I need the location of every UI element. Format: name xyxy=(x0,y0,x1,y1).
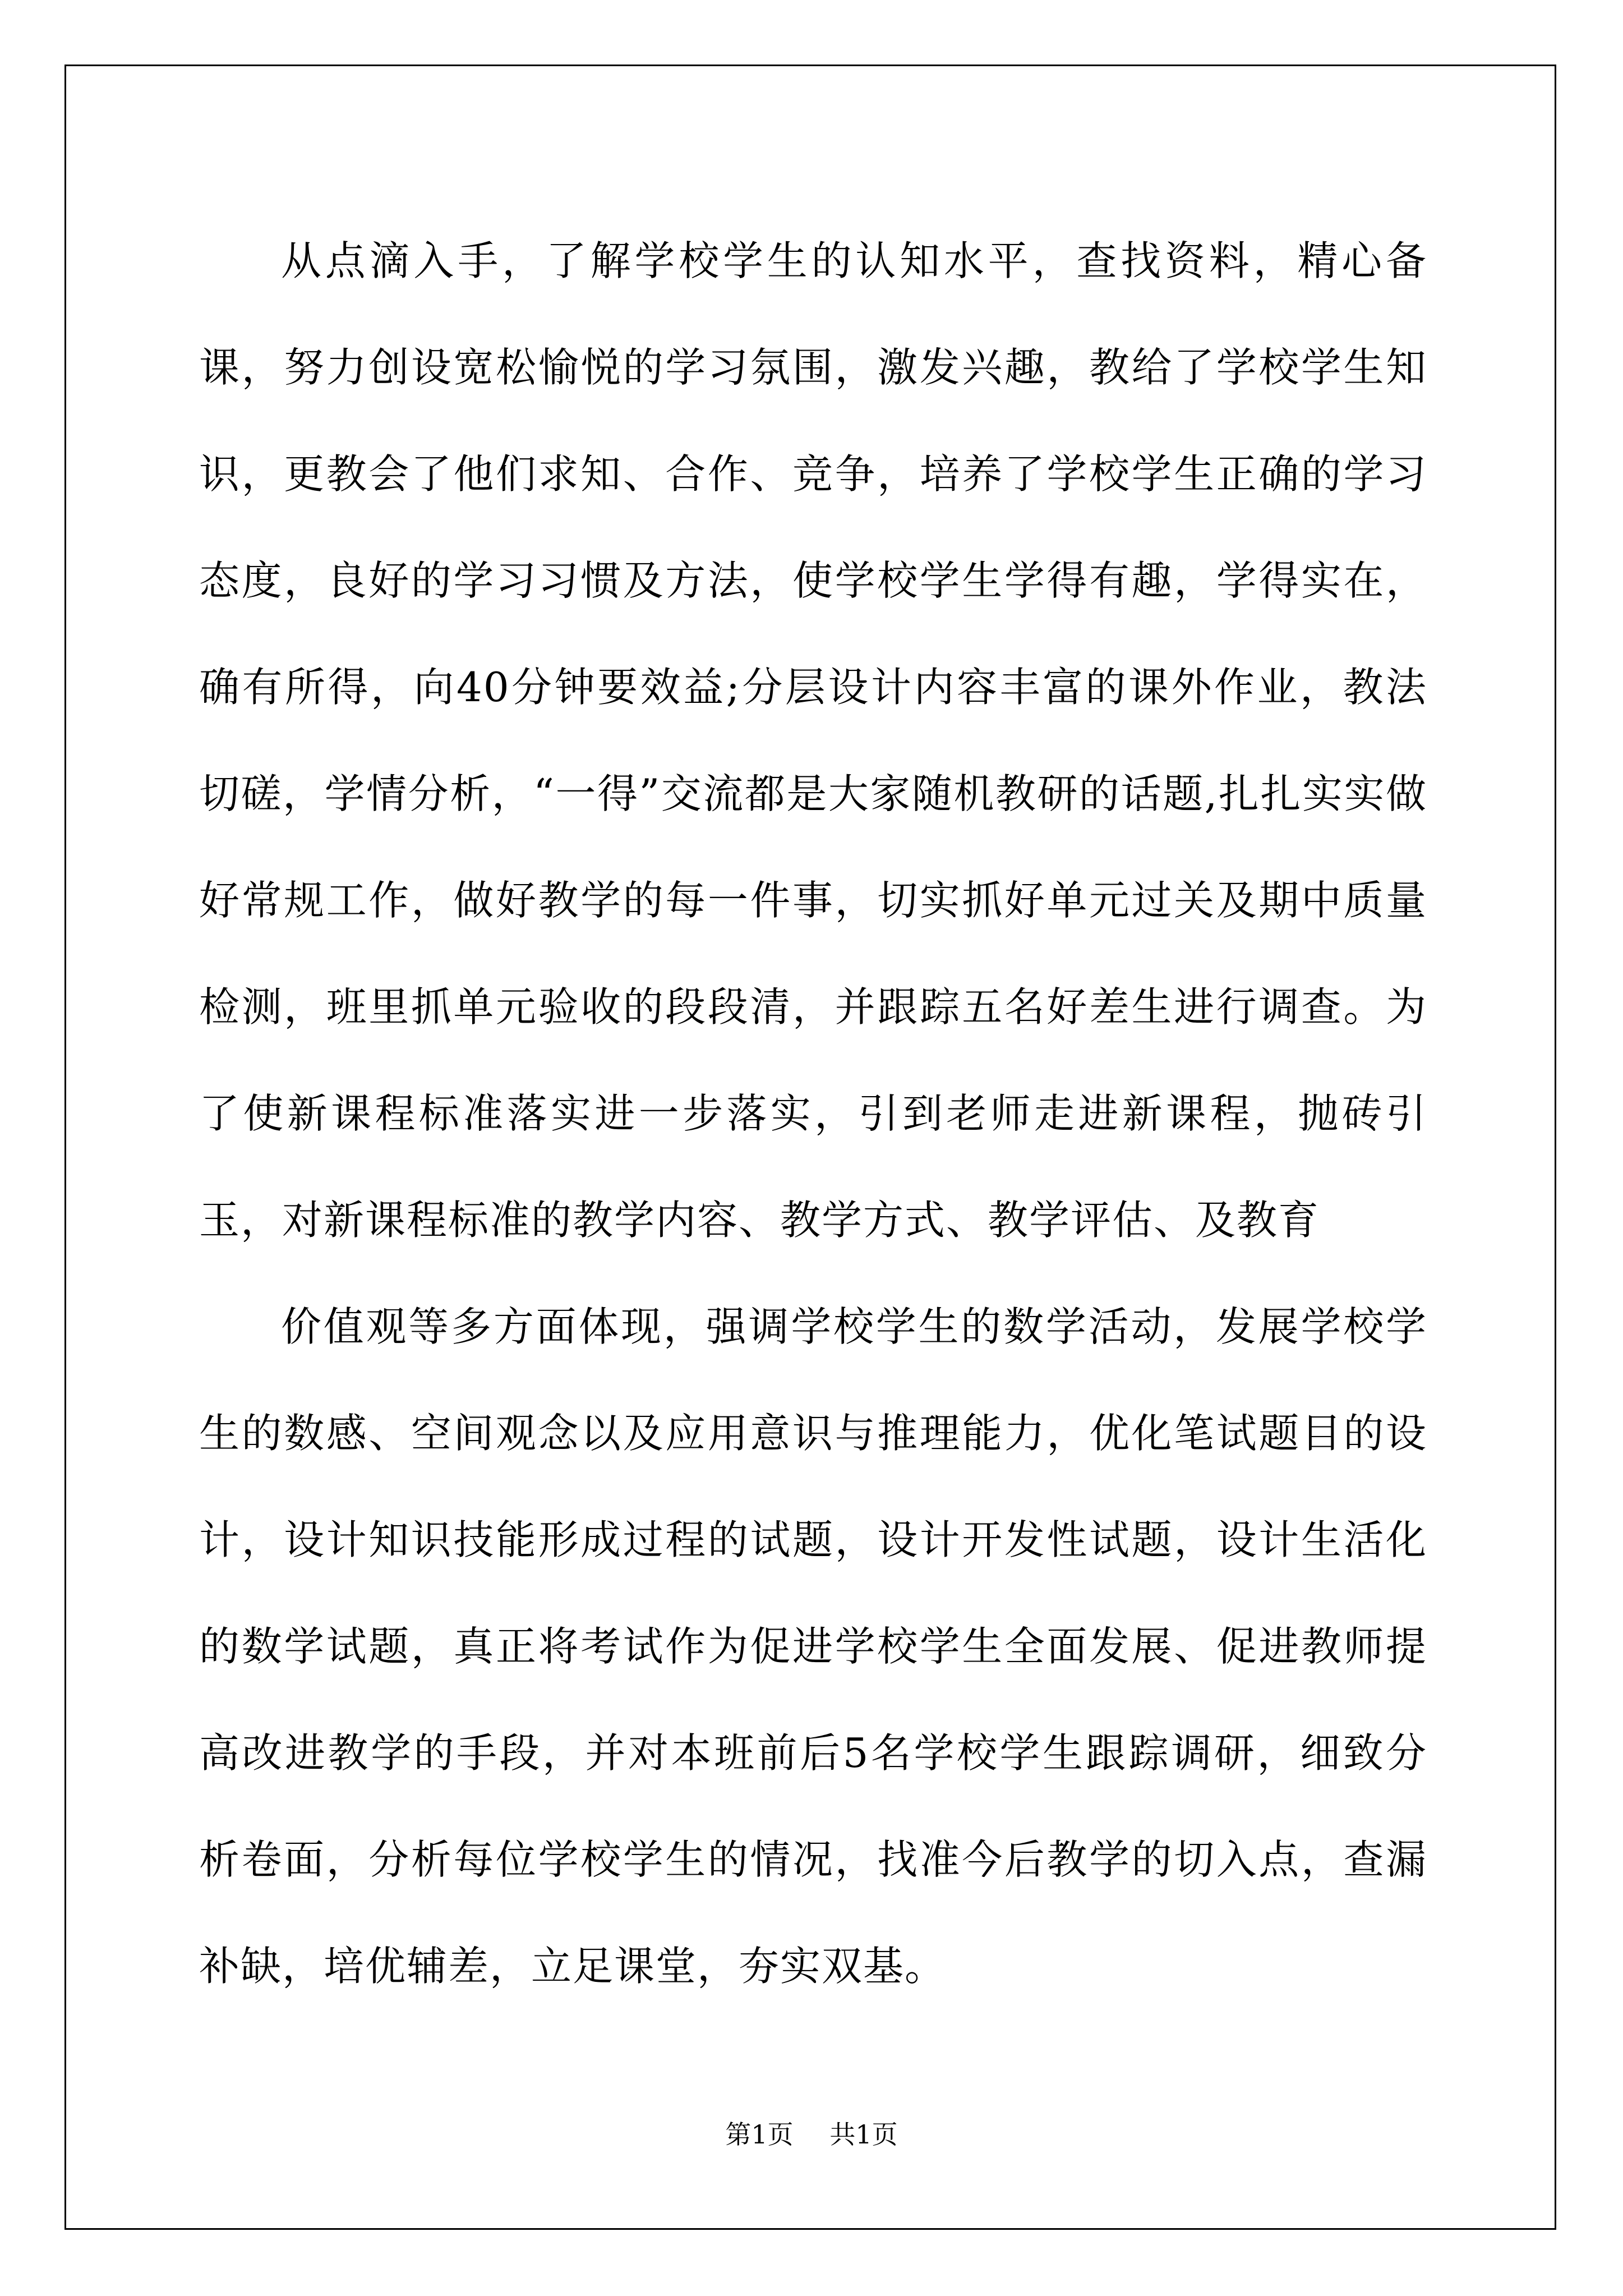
paragraph-1: 从点滴入手，了解学校学生的认知水平，查找资料，精心备课，努力创设宽松愉悦的学习氛围，激发兴趣，教给了学校学生知识，更教会了他们求知、合作、竞争，培养了学校学生正确的学习态度，良好的学习习惯及方法，使学校学生学得有趣，学得实在，确有所得，向40分钟要效益;分层设计内容丰富的课外作业，教法切磋，学情分析，“一得”交流都是大家随机教研的话题,扎扎实实做好常规工作，做好教学的每一件事，切实抓好单元过关及期中质量检测，班里抓单元验收的段段清，并跟踪五名好差生进行调查。为了使新课程标准落实进一步落实，引到老师走进新课程，抛砖引玉，对新课程标准的教学内容、教学方式、教学评估、及教育 xyxy=(199,237,1427,1244)
document-body xyxy=(199,208,1427,2019)
page-footer xyxy=(0,2118,1623,2151)
page-number-current: 第1页 xyxy=(725,2119,794,2150)
paragraph-2: 价值观等多方面体现，强调学校学生的数学活动，发展学校学生的数感、空间观念以及应用意识与推理能力，优化笔试题目的设计，设计知识技能形成过程的试题，设计开发性试题，设计生活化的数学试题，真正将考试作为促进学校学生全面发展、促进教师提高改进教学的手段，并对本班前后5名学校学生跟踪调研，细致分析卷面，分析每位学校学生的情况，找准今后教学的切入点，查漏补缺，培优辅差，立足课堂，夯实双基。 xyxy=(199,1303,1427,1990)
page-number-total: 共1页 xyxy=(829,2119,898,2150)
